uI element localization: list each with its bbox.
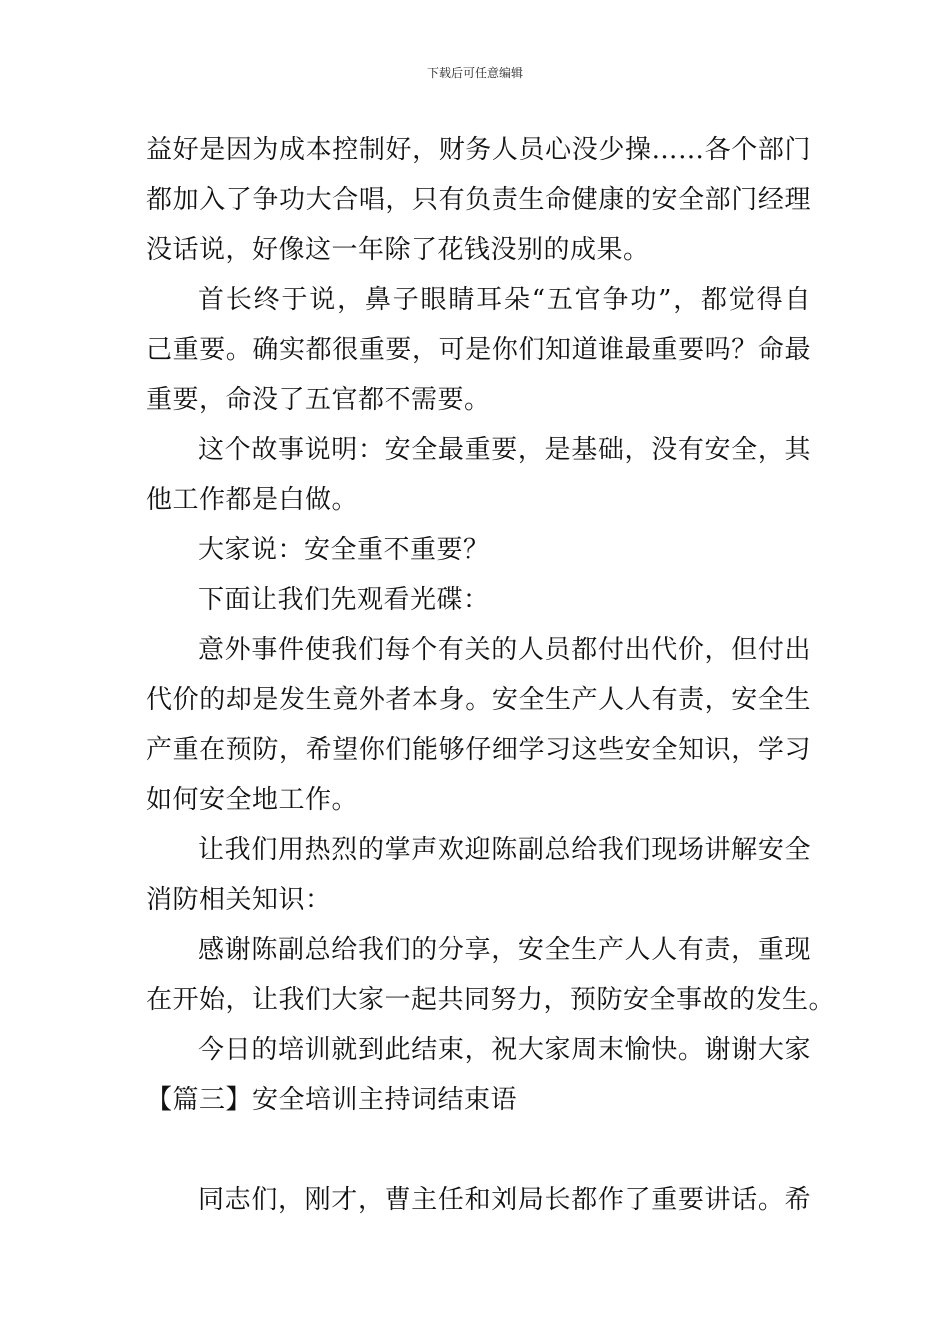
body-line-4: 首长终于说，鼻子眼睛耳朵“五官争功”，都觉得自 [198, 285, 811, 315]
body-line-18: 在开始，让我们大家一起共同努力，预防安全事故的发生。 [146, 985, 836, 1015]
body-line-17: 感谢陈副总给我们的分享，安全生产人人有责，重现 [198, 935, 811, 965]
body-line-7: 这个故事说明：安全最重要，是基础，没有安全，其 [198, 435, 811, 465]
body-line-10: 下面让我们先观看光碟： [198, 585, 490, 615]
body-line-11: 意外事件使我们每个有关的人员都付出代价，但付出 [198, 635, 811, 665]
body-line-3: 没话说，好像这一年除了花钱没别的成果。 [146, 235, 650, 265]
body-line-5: 己重要。确实都很重要，可是你们知道谁最重要吗？命最 [146, 335, 811, 365]
body-line-6: 重要，命没了五官都不需要。 [146, 385, 491, 415]
body-line-8: 他工作都是白做。 [146, 485, 359, 515]
blank-spacer [146, 1125, 811, 1175]
body-line-21: 同志们，刚才，曹主任和刘局长都作了重要讲话。希 [198, 1185, 811, 1215]
body-line-13: 产重在预防，希望你们能够仔细学习这些安全知识，学习 [146, 735, 811, 765]
body-line-1: 益好是因为成本控制好，财务人员心没少操……各个部门 [146, 135, 811, 165]
page-header-note: 下载后可任意编辑 [426, 66, 523, 80]
body-line-12: 代价的却是发生竟外者本身。安全生产人人有责，安全生 [146, 685, 811, 715]
body-line-2: 都加入了争功大合唱，只有负责生命健康的安全部门经理 [146, 185, 811, 215]
body-line-14: 如何安全地工作。 [146, 785, 359, 815]
document-body [146, 125, 836, 1225]
section-heading: 【篇三】安全培训主持词结束语 [146, 1085, 518, 1115]
body-line-19: 今日的培训就到此结束，祝大家周末愉快。谢谢大家 [198, 1035, 811, 1065]
body-line-9: 大家说：安全重不重要？ [198, 535, 490, 565]
body-line-15: 让我们用热烈的掌声欢迎陈副总给我们现场讲解安全 [198, 835, 811, 865]
body-line-16: 消防相关知识： [146, 885, 332, 915]
